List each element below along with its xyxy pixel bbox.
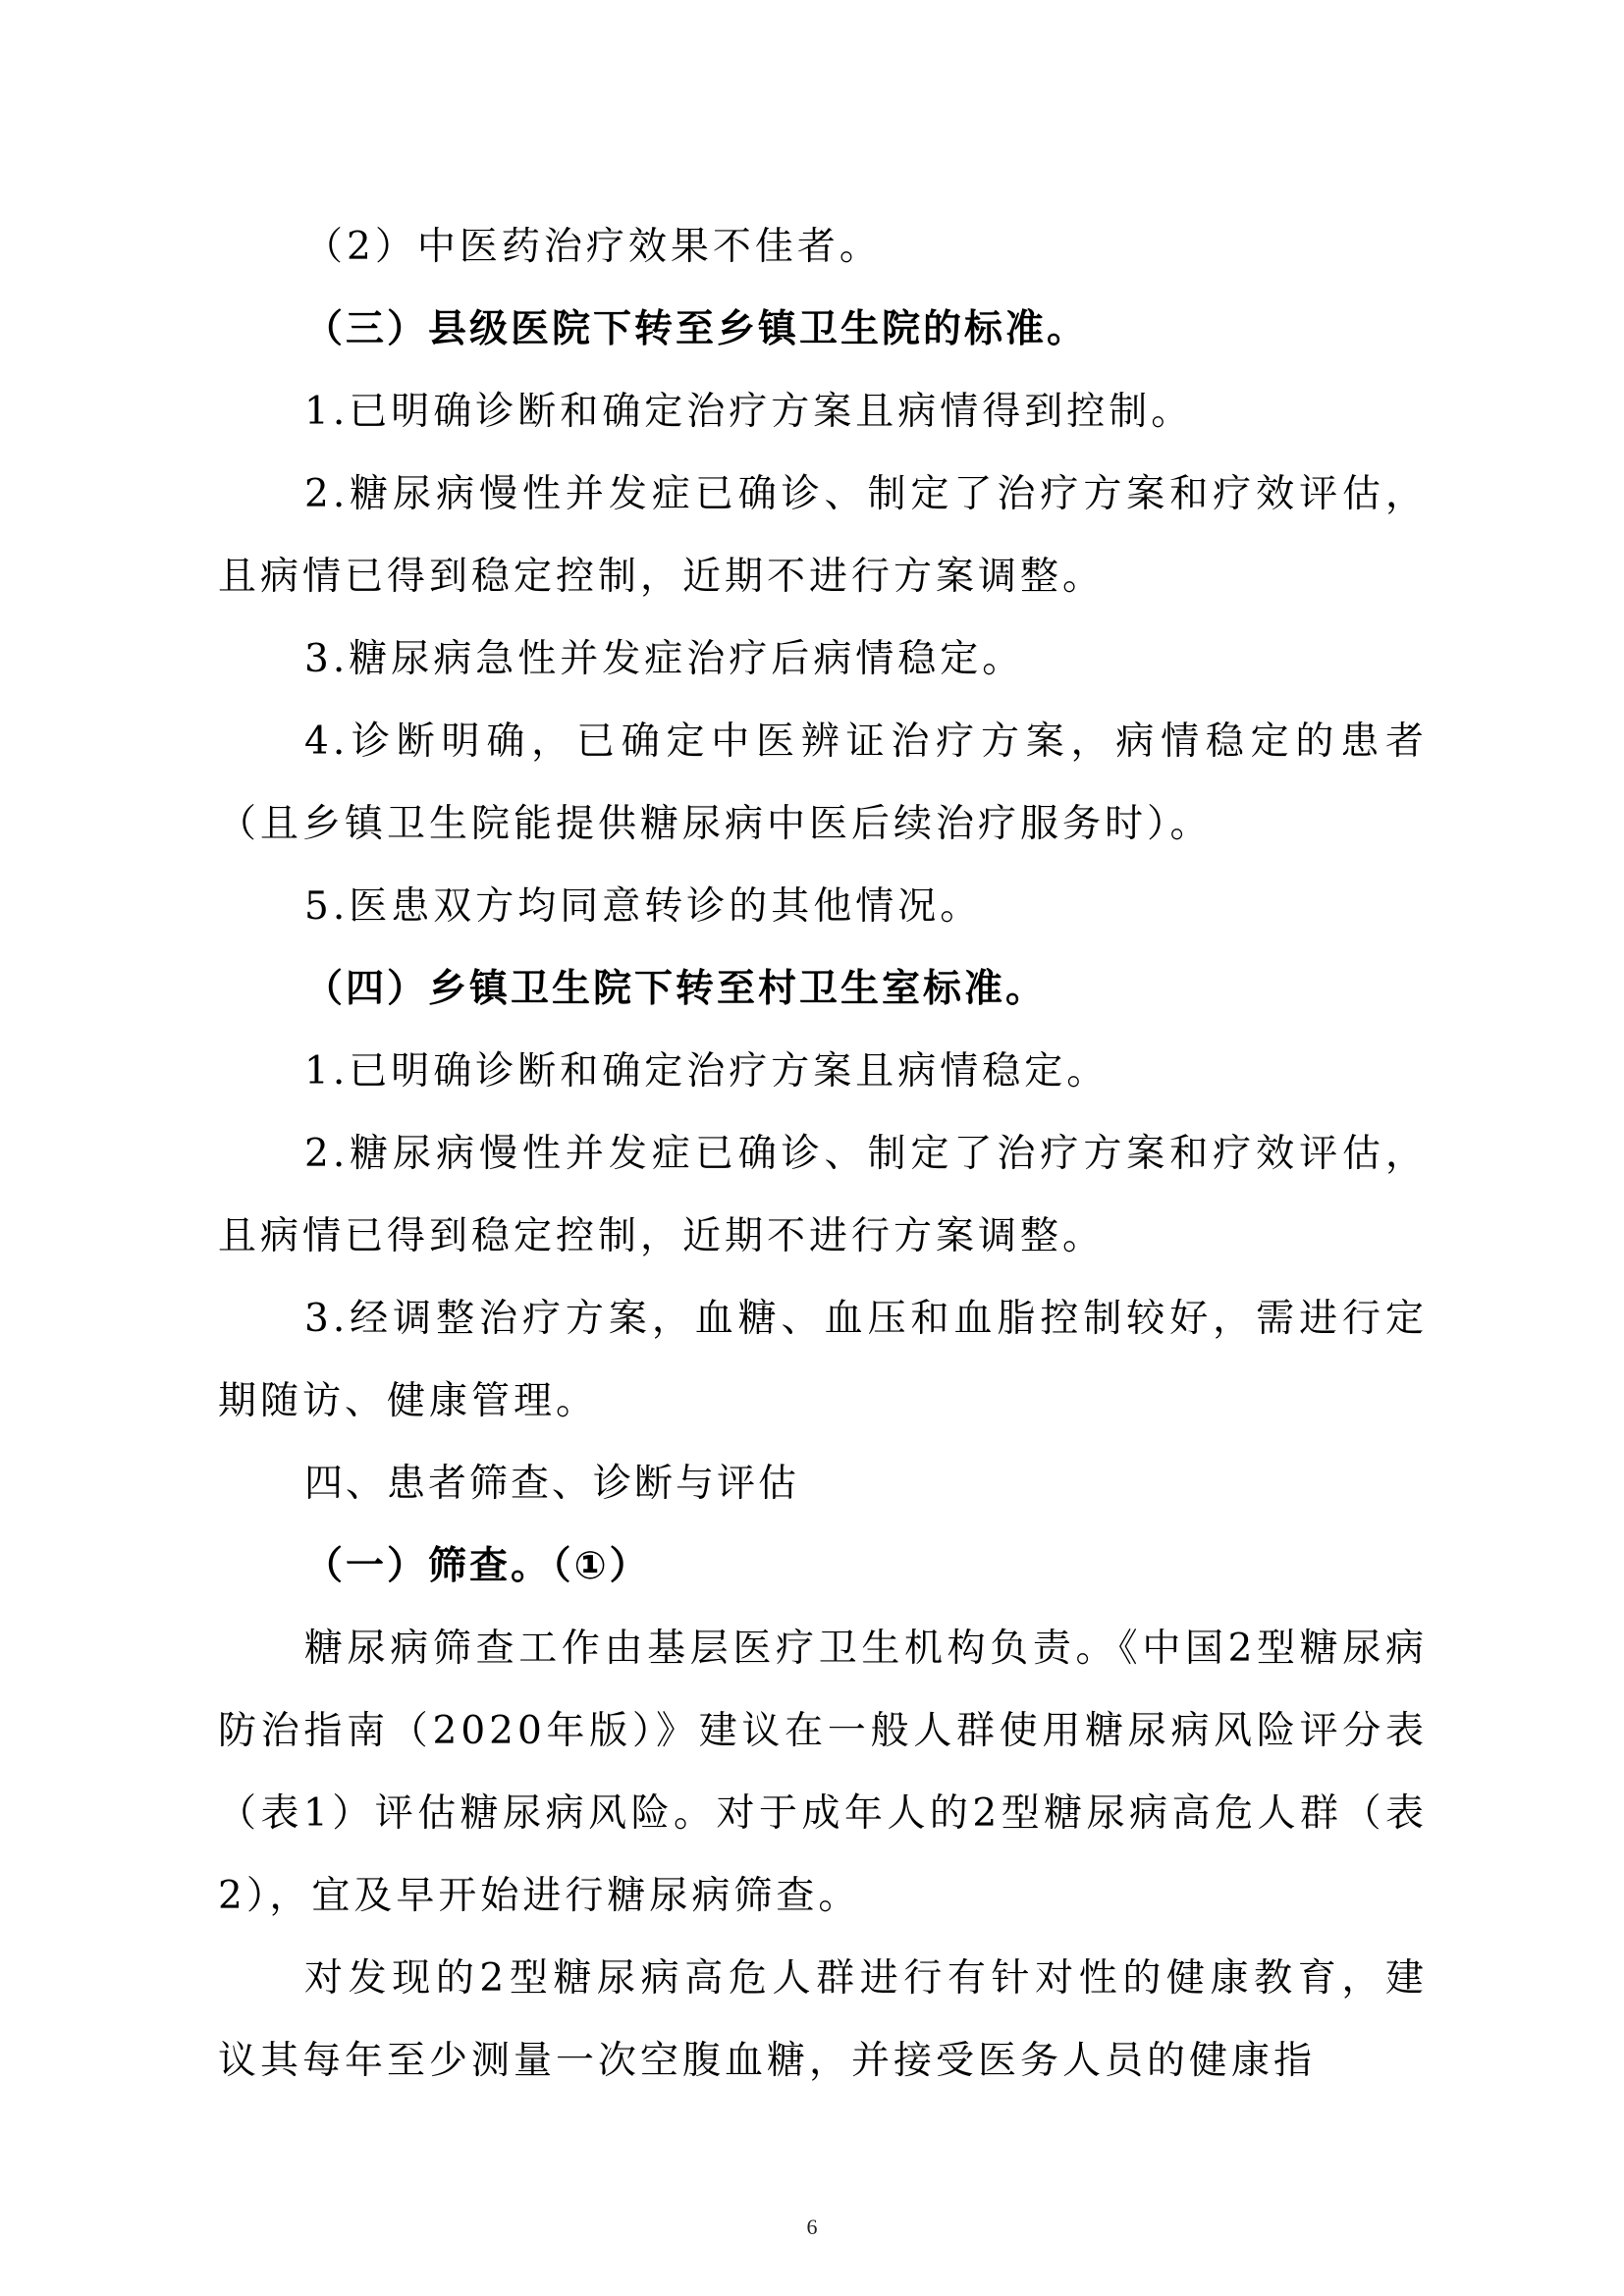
section-heading-township-to-village: （四）乡镇卫生院下转至村卫生室标准。: [304, 967, 1048, 1011]
paragraph-tcm-ineffective: （2）中医药治疗效果不佳者。: [304, 225, 882, 269]
paragraph-township-item-3: 3.经调整治疗方案，血糖、血压和血脂控制较好，需进行定期随访、健康管理。: [218, 1297, 1428, 1423]
paragraph-high-risk-education: 对发现的2型糖尿病高危人群进行有针对性的健康教育，建议其每年至少测量一次空腹血糖，并接受医务人员的健康指: [218, 1956, 1428, 2083]
section-heading-county-to-township: （三）县级医院下转至乡镇卫生院的标准。: [304, 307, 1089, 351]
paragraph-township-item-2: 2.糖尿病慢性并发症已确诊、制定了治疗方案和疗效评估，且病情已得到稳定控制，近期不进行方案调整。: [218, 1132, 1428, 1258]
paragraph-screening-guideline: 糖尿病筛查工作由基层医疗卫生机构负责。《中国2型糖尿病防治指南（2020年版）》建议在一般人群使用糖尿病风险评分表（表1）评估糖尿病风险。对于成年人的2型糖尿病高危人群（表2），宜及早开始进行糖尿病筛查。: [218, 1627, 1428, 1918]
page-number: 6: [806, 2215, 818, 2239]
paragraph-county-item-5: 5.医患双方均同意转诊的其他情况。: [304, 884, 983, 929]
section-heading-screening: （一）筛查。（①）: [304, 1544, 651, 1588]
paragraph-township-item-1: 1.已明确诊断和确定治疗方案且病情稳定。: [304, 1049, 1110, 1094]
paragraph-county-item-1: 1.已明确诊断和确定治疗方案且病情得到控制。: [304, 390, 1194, 434]
document-body: [218, 206, 1428, 2103]
paragraph-county-item-3: 3.糖尿病急性并发症治疗后病情稳定。: [304, 637, 1025, 681]
chapter-heading-screening: 四、患者筛查、诊断与评估: [304, 1462, 800, 1506]
paragraph-county-item-4: 4.诊断明确，已确定中医辨证治疗方案，病情稳定的患者（且乡镇卫生院能提供糖尿病中医后续治疗服务时）。: [218, 720, 1428, 846]
paragraph-county-item-2: 2.糖尿病慢性并发症已确诊、制定了治疗方案和疗效评估，且病情已得到稳定控制，近期不进行方案调整。: [218, 472, 1428, 599]
